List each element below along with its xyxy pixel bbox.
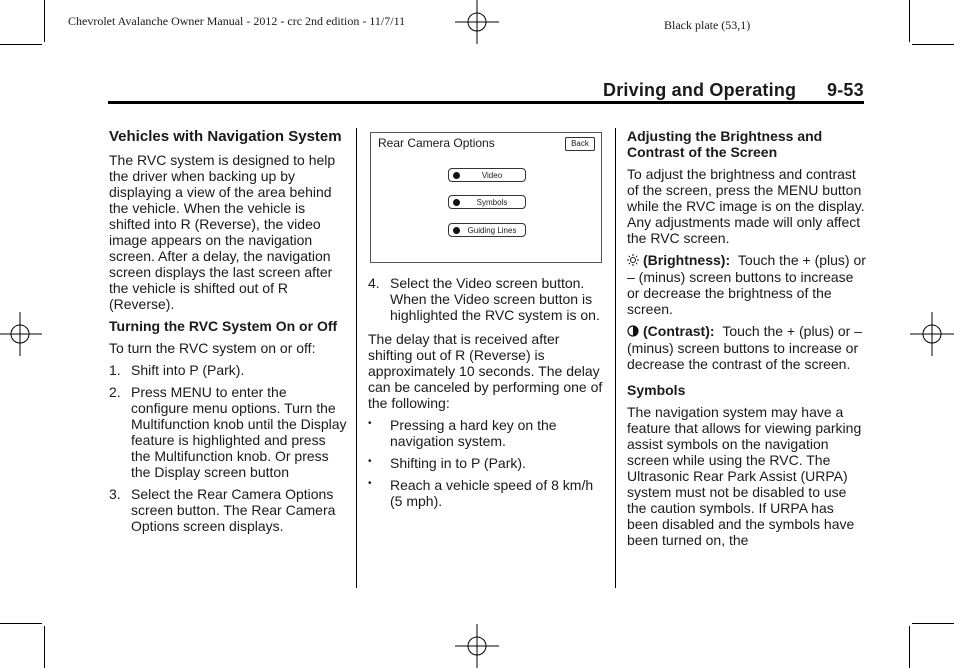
half-circle-icon [627, 324, 639, 340]
column-divider [615, 128, 616, 588]
crop-mark [0, 44, 42, 45]
crop-mark [909, 626, 910, 668]
screen-title: Rear Camera Options [378, 136, 495, 150]
crop-mark [44, 626, 45, 668]
paragraph-lead: To turn the RVC system on or off: [109, 340, 316, 356]
list-item [109, 486, 347, 534]
button-label: Video [481, 171, 503, 180]
list-item [368, 455, 606, 471]
list-item [109, 362, 347, 378]
paragraph-intro: The RVC system is designed to help the driver when backing up by displaying a view of the area behind the vehicle. When the vehicle is shifted into R (Reverse), the video image appears on the navigation screen. After a delay, the navigation screen displays the last screen after the vehicle is shifted out of R (Reverse). [109, 152, 336, 312]
crop-mark [909, 0, 910, 42]
manual-header: Chevrolet Avalanche Owner Manual - 2012 - crc 2nd edition - 11/7/11 [68, 14, 406, 28]
heading-navigation: Vehicles with Navigation System [109, 128, 342, 145]
button-label: Guiding Lines [467, 226, 517, 235]
step-number: 3. [109, 486, 121, 502]
paragraph-adjust: To adjust the brightness and contrast of the screen, press the MENU button while the RVC image is on the display. Any adjustments made will only affect the RVC screen. [627, 166, 865, 246]
step-number: 1. [109, 362, 121, 378]
sun-icon [627, 253, 639, 269]
paragraph-contrast [627, 323, 867, 372]
crop-mark [912, 623, 954, 624]
back-button[interactable]: Back [565, 137, 595, 151]
plate-label: Black plate (53,1) [664, 18, 751, 32]
bullet-text: Pressing a hard key on the navigation system. [390, 417, 557, 449]
step-text: Shift into P (Park). [131, 362, 245, 378]
brightness-text: Touch the + (plus) or – (minus) screen buttons to increase or decrease the brightness of the screen. [627, 252, 866, 317]
video-button[interactable] [448, 168, 526, 182]
step-text: Press MENU to enter the configure menu options. Turn the Multifunction knob until the Display feature is highlighted and press the Multifunction knob. Or press the Display screen button [131, 384, 347, 480]
section-title: Driving and Operating [603, 80, 797, 100]
crop-mark [0, 623, 42, 624]
heading-brightness-contrast: Adjusting the Brightness and Contrast of the Screen [627, 128, 823, 160]
crop-mark [912, 44, 954, 45]
step-text: Select the Video screen button. When the Video screen button is highlighted the RVC system is on. [390, 275, 600, 323]
guiding-lines-button[interactable] [448, 223, 526, 237]
column-2 [368, 275, 606, 515]
bullet-text: Reach a vehicle speed of 8 km/h (5 mph). [390, 477, 594, 509]
bullet-icon: • [368, 478, 372, 489]
list-item [109, 384, 347, 480]
rear-camera-options-screen [370, 132, 602, 263]
crosshair-icon [455, 624, 499, 668]
bullet-icon: • [368, 418, 372, 429]
subheading-on-off: Turning the RVC System On or Off [109, 318, 338, 334]
column-3 [627, 128, 867, 554]
page-number: 9-53 [827, 80, 864, 100]
symbols-button[interactable] [448, 195, 526, 209]
bullet-icon: • [368, 456, 372, 467]
list-item [368, 477, 606, 509]
header-rule [108, 101, 864, 104]
paragraph-brightness [627, 252, 867, 317]
button-label: Symbols [476, 198, 508, 207]
heading-symbols: Symbols [627, 382, 686, 398]
bullet-text: Shifting in to P (Park). [390, 455, 526, 471]
column-divider [356, 128, 357, 588]
step-number: 2. [109, 384, 121, 400]
contrast-label: (Contrast): [643, 323, 715, 339]
crop-mark [44, 0, 45, 42]
brightness-label: (Brightness): [643, 252, 731, 268]
step-text: Select the Rear Camera Options screen button. The Rear Camera Options screen displays. [131, 486, 336, 534]
crosshair-icon [0, 312, 42, 356]
column-1 [109, 128, 347, 540]
crosshair-icon [910, 312, 954, 356]
paragraph-delay: The delay that is received after shifting out of R (Reverse) is approximately 10 seconds. The delay can be canceled by performing one of the following: [368, 331, 603, 411]
contrast-text: Touch the + (plus) or – (minus) screen buttons to increase or decrease the contrast of the screen. [627, 323, 863, 372]
crosshair-icon [455, 0, 499, 44]
paragraph-symbols: The navigation system may have a feature that allows for viewing parking assist symbols on the navigation screen while using the RVC. The Ultrasonic Rear Park Assist (URPA) system must not be disabled to use the caution symbols. If URPA has been disabled and the symbols have been turned on, the [627, 404, 862, 548]
list-item [368, 275, 606, 323]
list-item [368, 417, 606, 449]
step-number: 4. [368, 275, 380, 291]
